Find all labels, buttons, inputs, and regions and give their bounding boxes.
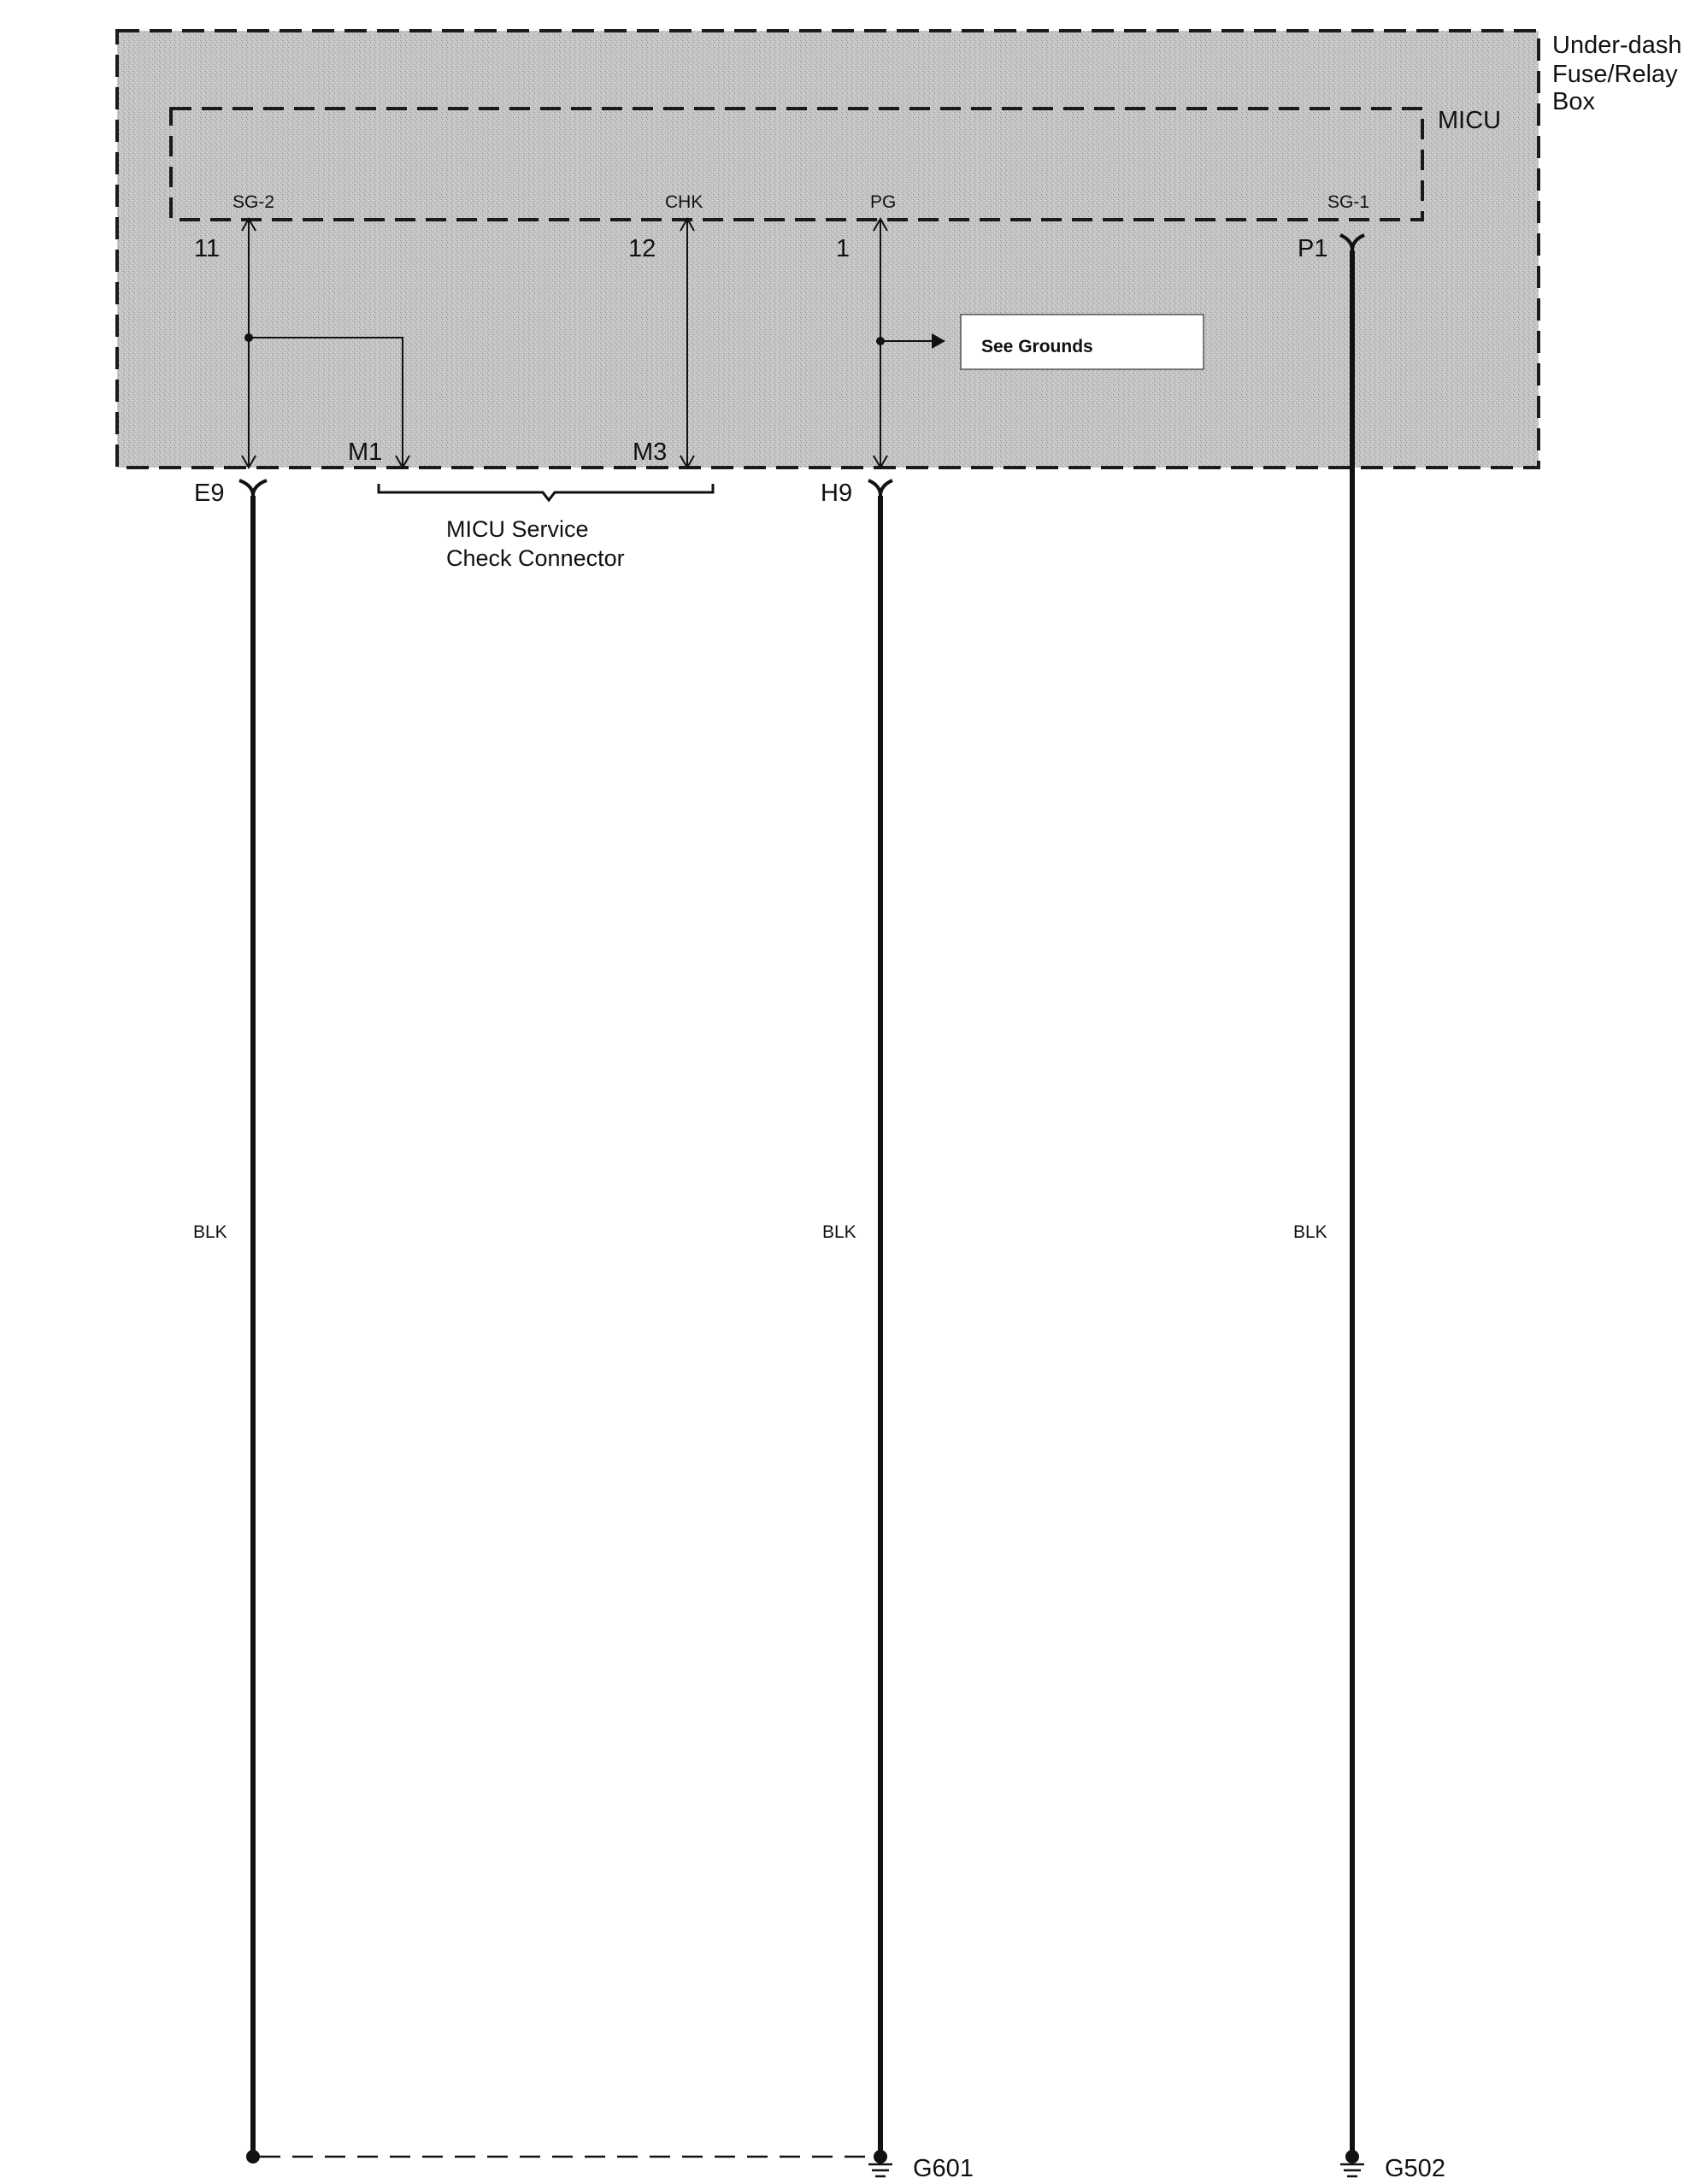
terminal-m3: M3 — [633, 439, 668, 466]
see-grounds-label[interactable]: See Grounds — [981, 337, 1093, 356]
ground-label-g502: G502 — [1385, 2155, 1445, 2182]
pin-sg1: SG-1 — [1327, 192, 1370, 212]
ground-symbol-g601 — [868, 2157, 892, 2176]
terminal-m1: M1 — [348, 439, 383, 466]
connector-h9 — [868, 480, 892, 496]
terminal-e9: E9 — [194, 480, 225, 507]
ground-symbol-g502 — [1340, 2157, 1364, 2176]
service-connector-line2: Check Connector — [446, 545, 625, 571]
fuse-box-label-line2: Fuse/Relay — [1552, 61, 1678, 88]
terminal-12: 12 — [628, 235, 656, 262]
terminal-1: 1 — [836, 235, 850, 262]
wire-color-right: BLK — [1293, 1222, 1327, 1242]
ground-label-g601: G601 — [913, 2155, 974, 2182]
pin-sg2: SG-2 — [232, 192, 275, 212]
wire-color-left: BLK — [193, 1222, 227, 1242]
ground-dot-left — [246, 2150, 260, 2163]
fuse-box-label-line1: Under-dash — [1552, 32, 1682, 59]
service-connector-line1: MICU Service — [446, 516, 589, 542]
wire-color-middle: BLK — [822, 1222, 856, 1242]
terminal-h9: H9 — [821, 480, 853, 507]
terminal-p1: P1 — [1298, 235, 1328, 262]
service-connector-bracket — [379, 484, 713, 500]
pin-chk: CHK — [665, 192, 703, 212]
terminal-11: 11 — [194, 235, 221, 262]
micu-label: MICU — [1438, 107, 1502, 134]
pin-pg: PG — [870, 192, 897, 212]
fuse-box-label-line3: Box — [1552, 88, 1595, 115]
connector-e9 — [239, 480, 267, 496]
